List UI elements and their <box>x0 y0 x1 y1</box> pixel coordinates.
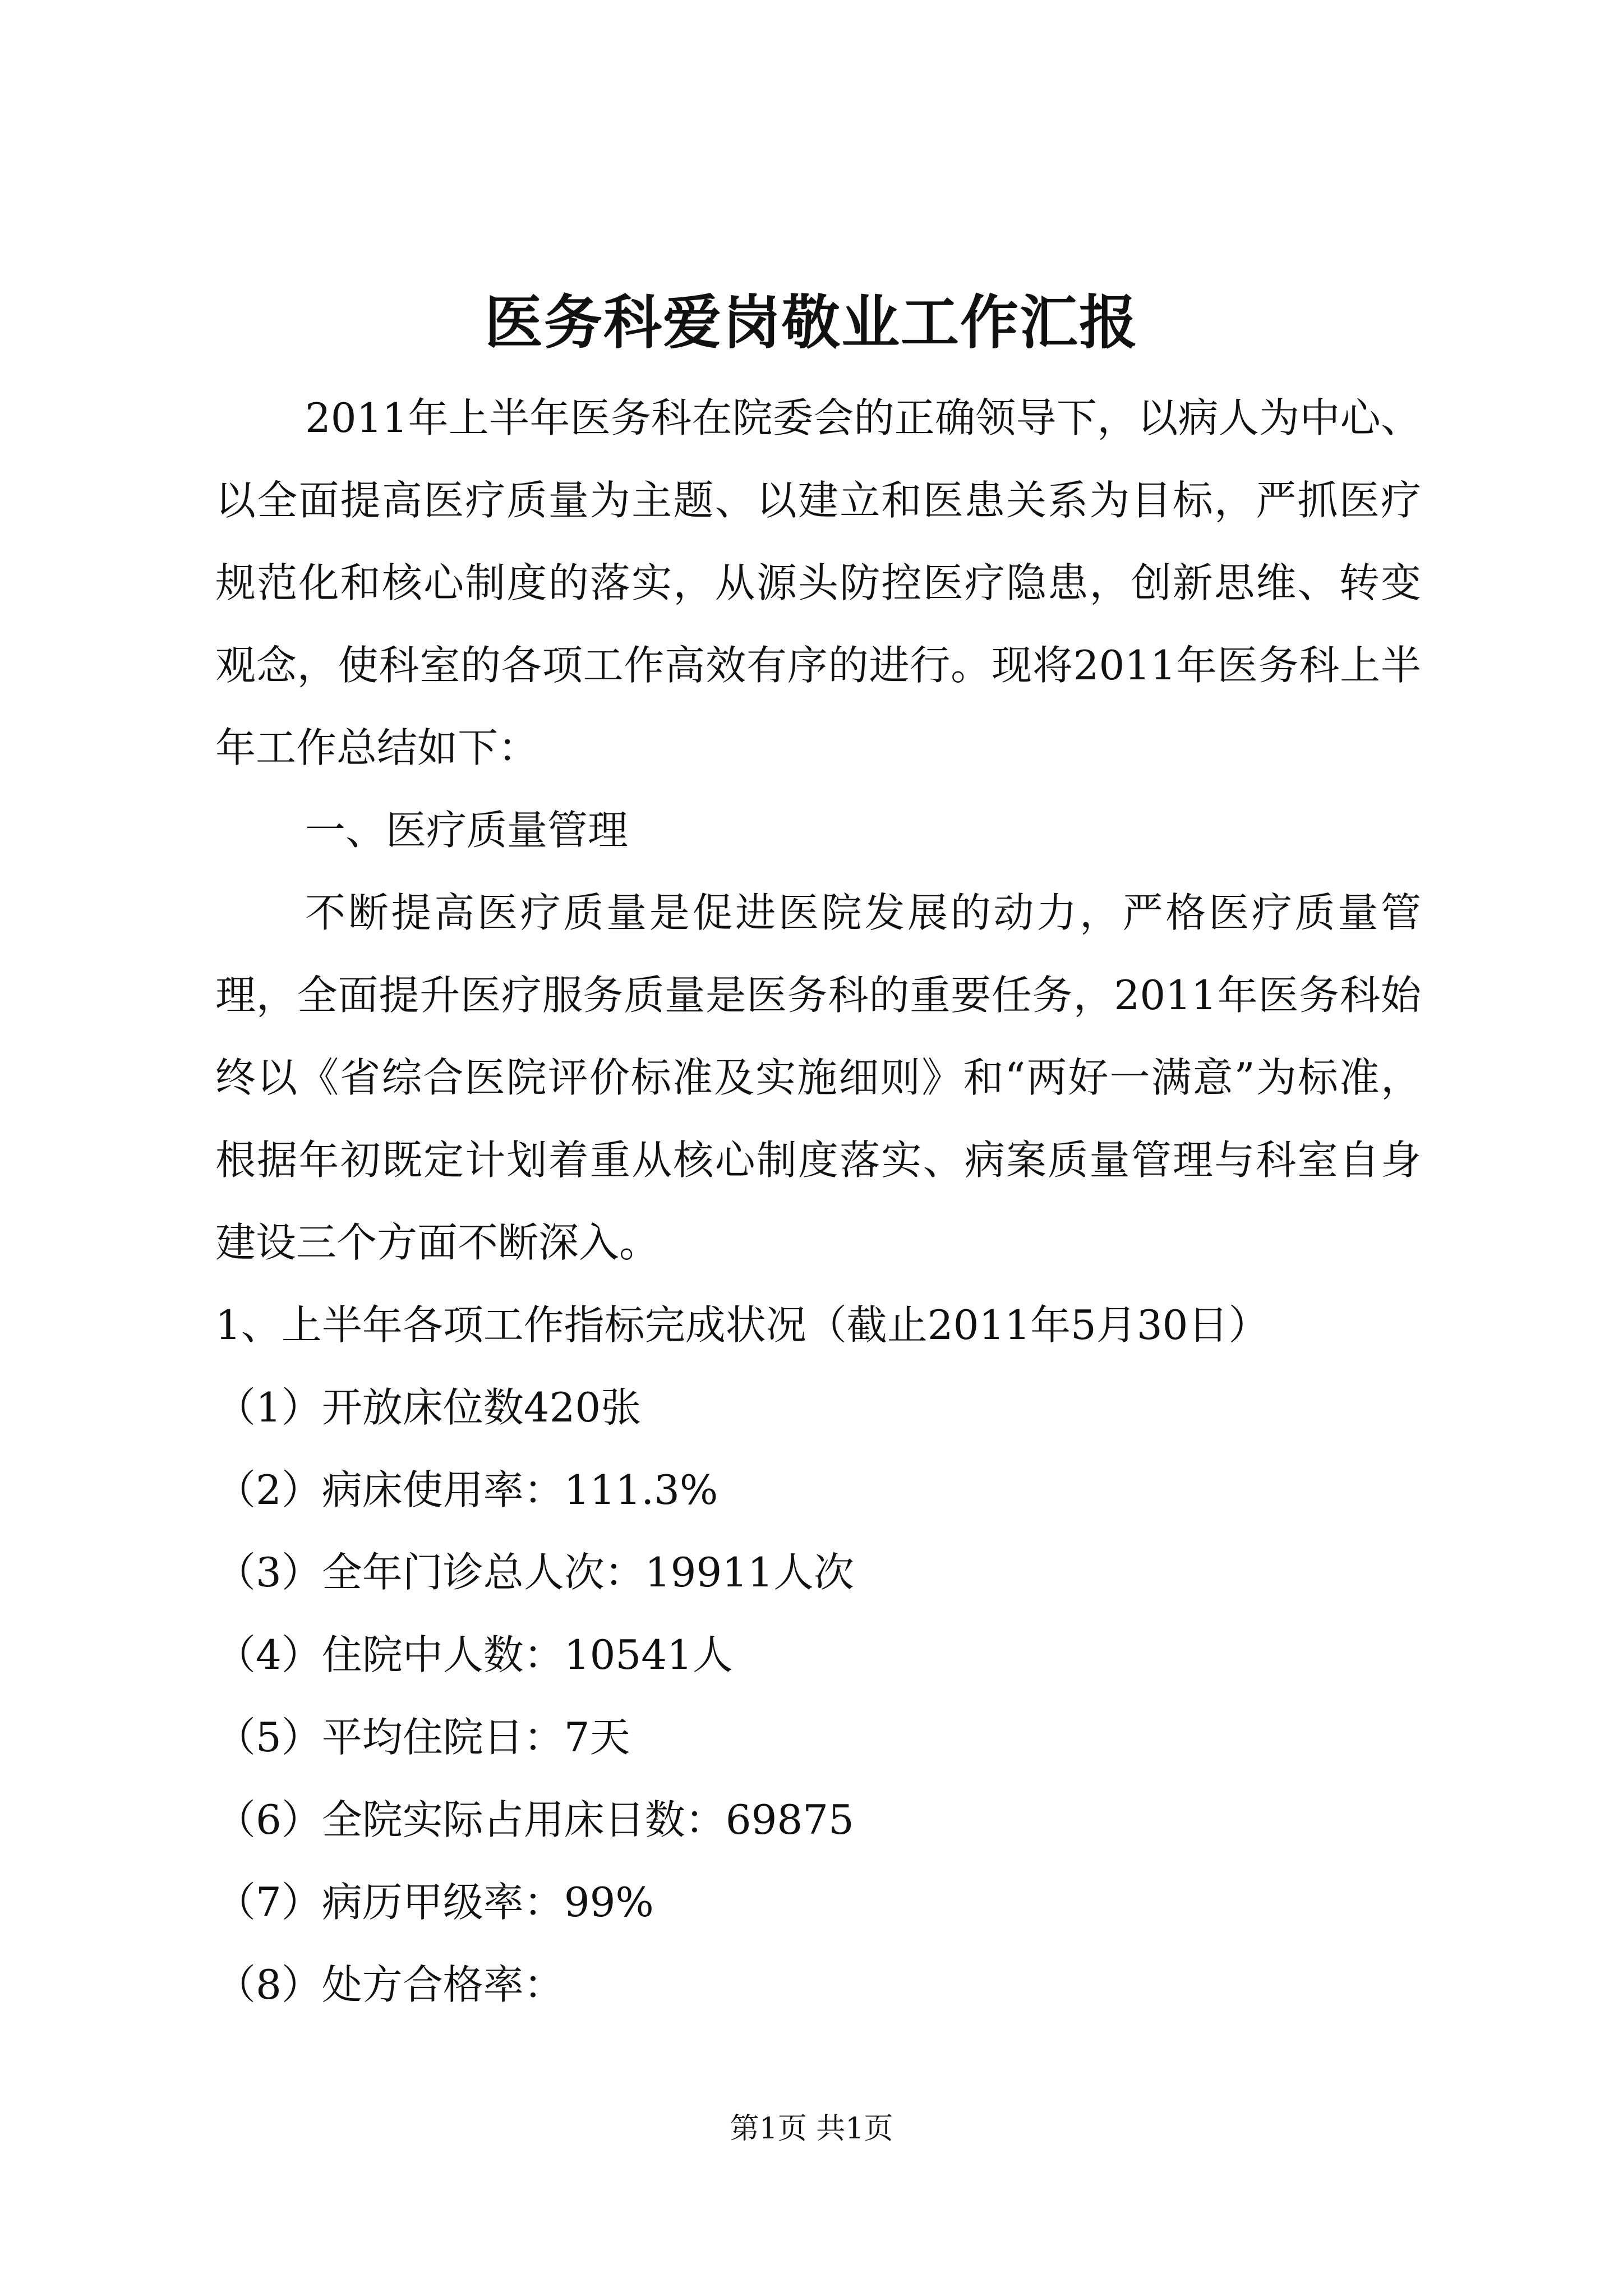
document-title: 医务科爱岗敬业工作汇报 <box>484 288 1138 357</box>
page-footer: 第1页 共1页 <box>730 2112 893 2146</box>
document-body <box>215 377 1421 2026</box>
list-item: （4）住院中人数：10541人 <box>215 1631 733 1678</box>
list-item: （8）处方合格率： <box>215 1961 564 2008</box>
subheading: 1、上半年各项工作指标完成状况（截止2011年5月30日） <box>215 1301 1269 1349</box>
list-item: （1）开放床位数420张 <box>215 1384 642 1431</box>
list-item: （7）病历甲级率：99% <box>215 1879 654 1926</box>
list-item: （6）全院实际占用床日数：69875 <box>215 1796 854 1843</box>
list-item: （2）病床使用率：111.3% <box>215 1466 718 1513</box>
intro-paragraph: 2011年上半年医务科在院委会的正确领导下，以病人为中心、以全面提高医疗质量为主题、以建立和医患关系为目标，严抓医疗规范化和核心制度的落实，从源头防控医疗隐患，创新思维、转变观念，使科室的各项工作高效有序的进行。现将2011年医务科上半年工作总结如下： <box>215 394 1421 771</box>
section-paragraph: 不断提高医疗质量是促进医院发展的动力，严格医疗质量管理，全面提升医疗服务质量是医务科的重要任务，2011年医务科始终以《省综合医院评价标准及实施细则》和“两好一满意”为标准，根据年初既定计划着重从核心制度落实、病案质量管理与科室自身建设三个方面不断深入。 <box>215 889 1421 1266</box>
section-heading: 一、医疗质量管理 <box>305 807 629 854</box>
list-item: （3）全年门诊总人次：19911人次 <box>215 1549 854 1596</box>
list-item: （5）平均住院日：7天 <box>215 1714 630 1761</box>
